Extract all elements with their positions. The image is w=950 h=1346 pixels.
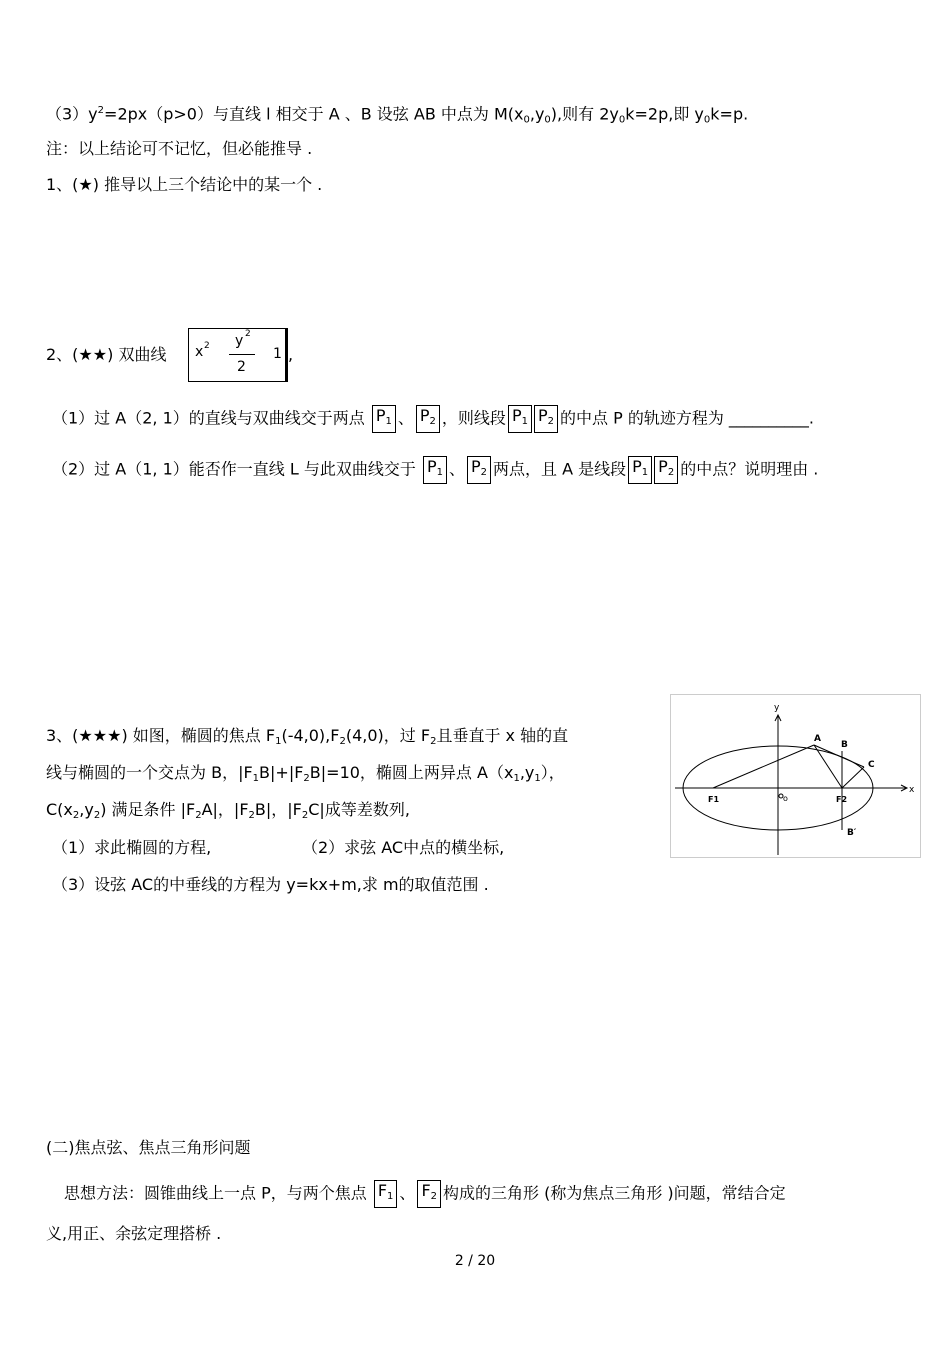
ellipse-svg [671, 695, 920, 857]
segment-c-f2 [842, 767, 864, 788]
label-c: C [868, 760, 875, 770]
question-2-part-2: （2）过 A（1, 1）能否作一直线 L 与此双曲线交于 $P_1$ 、 $P_2$ 两点，且 A 是线段 $P_1$ $P_2$ 的中点？说明理由 . [52, 456, 818, 484]
label-o: o [783, 794, 788, 803]
section-method-line-1: 思想方法：圆锥曲线上一点 P，与两个焦点 $F_1$ 、 $F_2$ 构成的三角形 (称为焦点三角形 )问题，常结合定 [64, 1180, 786, 1208]
question-2-part-1: （1）过 A（2, 1）的直线与双曲线交于两点 $P_1$ 、 $P_2$ ，则线段 $P_1$ $P_2$ 的中点 P 的轨迹方程为 __________. [52, 405, 814, 433]
f2-box: $F_2$ [417, 1180, 441, 1208]
label-a: A [814, 734, 821, 744]
question-1: 1、(★) 推导以上三个结论中的某一个 . [46, 175, 323, 194]
section-title: (二)焦点弦、焦点三角形问题 [46, 1138, 251, 1157]
question-2-head: 2、(★★) 双曲线 [46, 345, 167, 364]
question-3-line-3: $C(x_2,y_2)$ 满足条件 $|F_2A|$，$|F_2B|$，$|F_2C|$成等差数列, [46, 800, 410, 821]
question-3-part-1: （1）求此椭圆的方程, [52, 838, 212, 857]
label-b-prime: B′ [847, 828, 857, 838]
p2-box: $P_2$ [534, 405, 558, 433]
p1-box: $P_1$ [628, 456, 652, 484]
label-x: x [909, 785, 915, 795]
question-3-line-2: 线与椭圆的一个交点为 B，$|F_1B|+|F_2B|=10$，椭圆上两异点 $A(x_1,y_1)$， [46, 763, 565, 784]
fraction-bar [229, 354, 255, 355]
p2-box: $P_2$ [467, 456, 491, 484]
question-2-tail: , [288, 345, 294, 364]
hyperbola-equation-box: x 2 y 2 2 1 [188, 328, 288, 382]
ellipse-figure [670, 694, 921, 858]
note-line: 注：以上结论可不记忆，但必能推导 . [46, 139, 313, 158]
question-3-part-3: （3）设弦 AC的中垂线的方程为 y=kx+m,求 m的取值范围 . [52, 875, 489, 894]
label-f1: F1 [708, 795, 720, 804]
p2-box: $P_2$ [654, 456, 678, 484]
question-3-part-2: （2）求弦 AC中点的横坐标, [302, 838, 505, 857]
label-y: y [774, 703, 780, 713]
conclusion-3: $(3)y^2=2px(p>0)$与直线 l 相交于 A 、B 设弦 AB 中点为 $M(x_0,y_0)$,则有 $2y_0k=2p$,即 $y_0k=p$. [46, 104, 749, 126]
p1-box: $P_1$ [423, 456, 447, 484]
p1-box: $P_1$ [508, 405, 532, 433]
question-3-line-1: 3、(★★★) 如图，椭圆的焦点 $F_1(-4,0),F_2(4,0)$，过 $F_2$且垂直于 x 轴的直 [46, 726, 569, 747]
f1-box: $F_1$ [374, 1180, 398, 1208]
section-method-line-2: 义,用正、余弦定理搭桥 . [46, 1224, 222, 1243]
label-b: B [841, 740, 848, 750]
page-number: 2 / 20 [454, 1253, 496, 1269]
p1-box: $P_1$ [372, 405, 396, 433]
p2-box: $P_2$ [416, 405, 440, 433]
label-f2: F2 [836, 795, 848, 804]
chord-f1-a [713, 745, 814, 788]
